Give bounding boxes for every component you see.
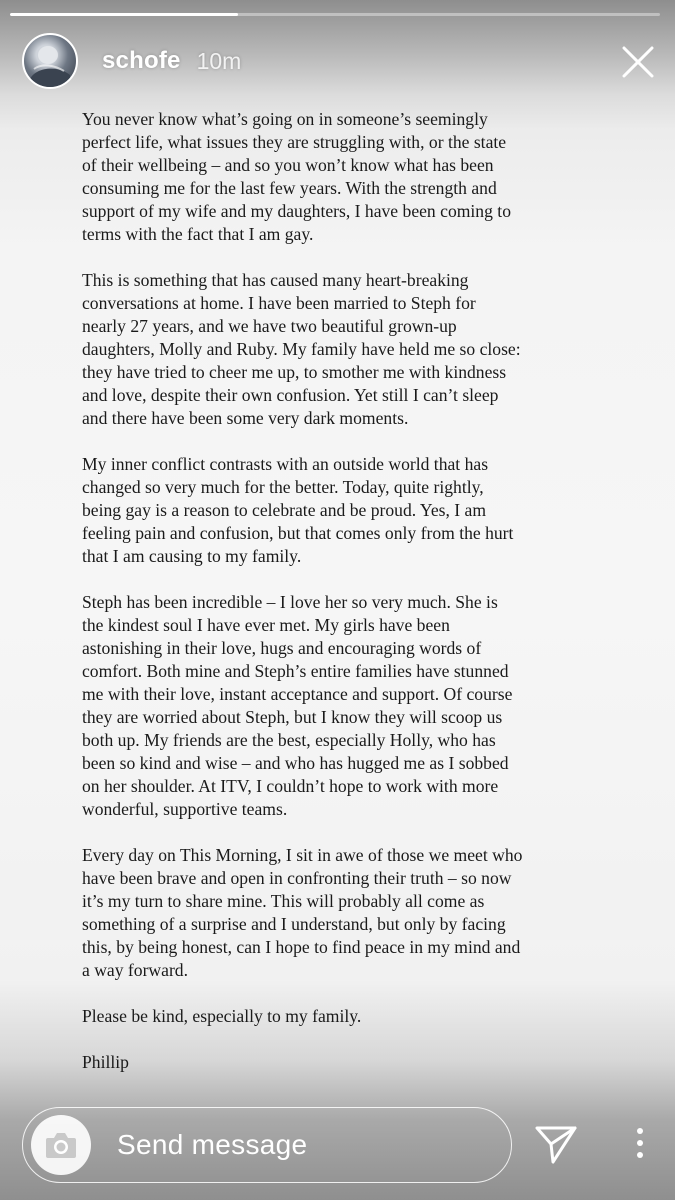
avatar[interactable] xyxy=(22,33,78,89)
close-button[interactable] xyxy=(618,42,658,82)
statement-paragraph: Steph has been incredible – I love her so very much. She is the kindest soul I have ever met. My girls have been astonishing in their love, hugs and encouraging words of comfort. Both mine and Steph’s entire families have stunned me with their love, instant acceptance and support. Of course they are worried about Steph, but I know they will scoop us both up. My friends are the best, especially Holly, who has been so kind and wise – and who has hugged me as I sobbed on her shoulder. At ITV, I couldn’t hope to work with more wonderful, supportive teams. xyxy=(82,592,513,819)
statement-paragraph: This is something that has caused many heart-breaking conversations at home. I have been married to Steph for nearly 27 years, and we have two beautiful grown-up daughters, Molly and Ruby. My family have held me so close: they have tried to cheer me up, to smother me with kindness and love, despite their own confusion. Yet still I can’t sleep and there have been some very dark moments. xyxy=(82,270,521,428)
statement-paragraph: My inner conflict contrasts with an outside world that has changed so very much for the better. Today, quite rightly, being gay is a reason to celebrate and be proud. Yes, I am feeling pain and confusion, but that comes only from the hurt that I am causing to my family. xyxy=(82,454,514,566)
send-icon xyxy=(531,1120,581,1170)
send-button[interactable] xyxy=(531,1120,581,1170)
camera-button[interactable] xyxy=(31,1115,91,1175)
statement-paragraph: You never know what’s going on in someone’s seemingly perfect life, what issues they are struggling with, or the state of their wellbeing – and so you won’t know what has been consuming me for the last few years. With the strength and support of my wife and my daughters, I have been coming to terms with the fact that I am gay. xyxy=(82,109,511,244)
avatar-photo-icon xyxy=(24,35,76,87)
statement-paragraph: Every day on This Morning, I sit in awe of those we meet who have been brave and open in confronting their truth – so now it’s my turn to share mine. This will probably all come as something of a surprise and I understand, but only by facing this, by being honest, can I hope to find peace in my mind and a way forward. xyxy=(82,845,523,980)
story-header xyxy=(22,32,241,90)
story-progress-bar xyxy=(10,13,660,16)
more-options-button[interactable] xyxy=(618,1121,662,1165)
send-message-input[interactable]: Send message xyxy=(117,1129,308,1160)
statement-paragraph: Please be kind, especially to my family. xyxy=(82,1006,362,1026)
message-bar xyxy=(22,1107,512,1183)
more-icon xyxy=(618,1121,662,1165)
story-progress-fill xyxy=(10,13,238,16)
post-time: 10m xyxy=(196,47,242,74)
camera-icon xyxy=(44,1130,78,1160)
close-icon xyxy=(618,42,658,82)
statement-text xyxy=(82,108,612,1097)
username[interactable]: schofe xyxy=(102,47,181,74)
statement-signoff: Phillip xyxy=(82,1052,129,1072)
